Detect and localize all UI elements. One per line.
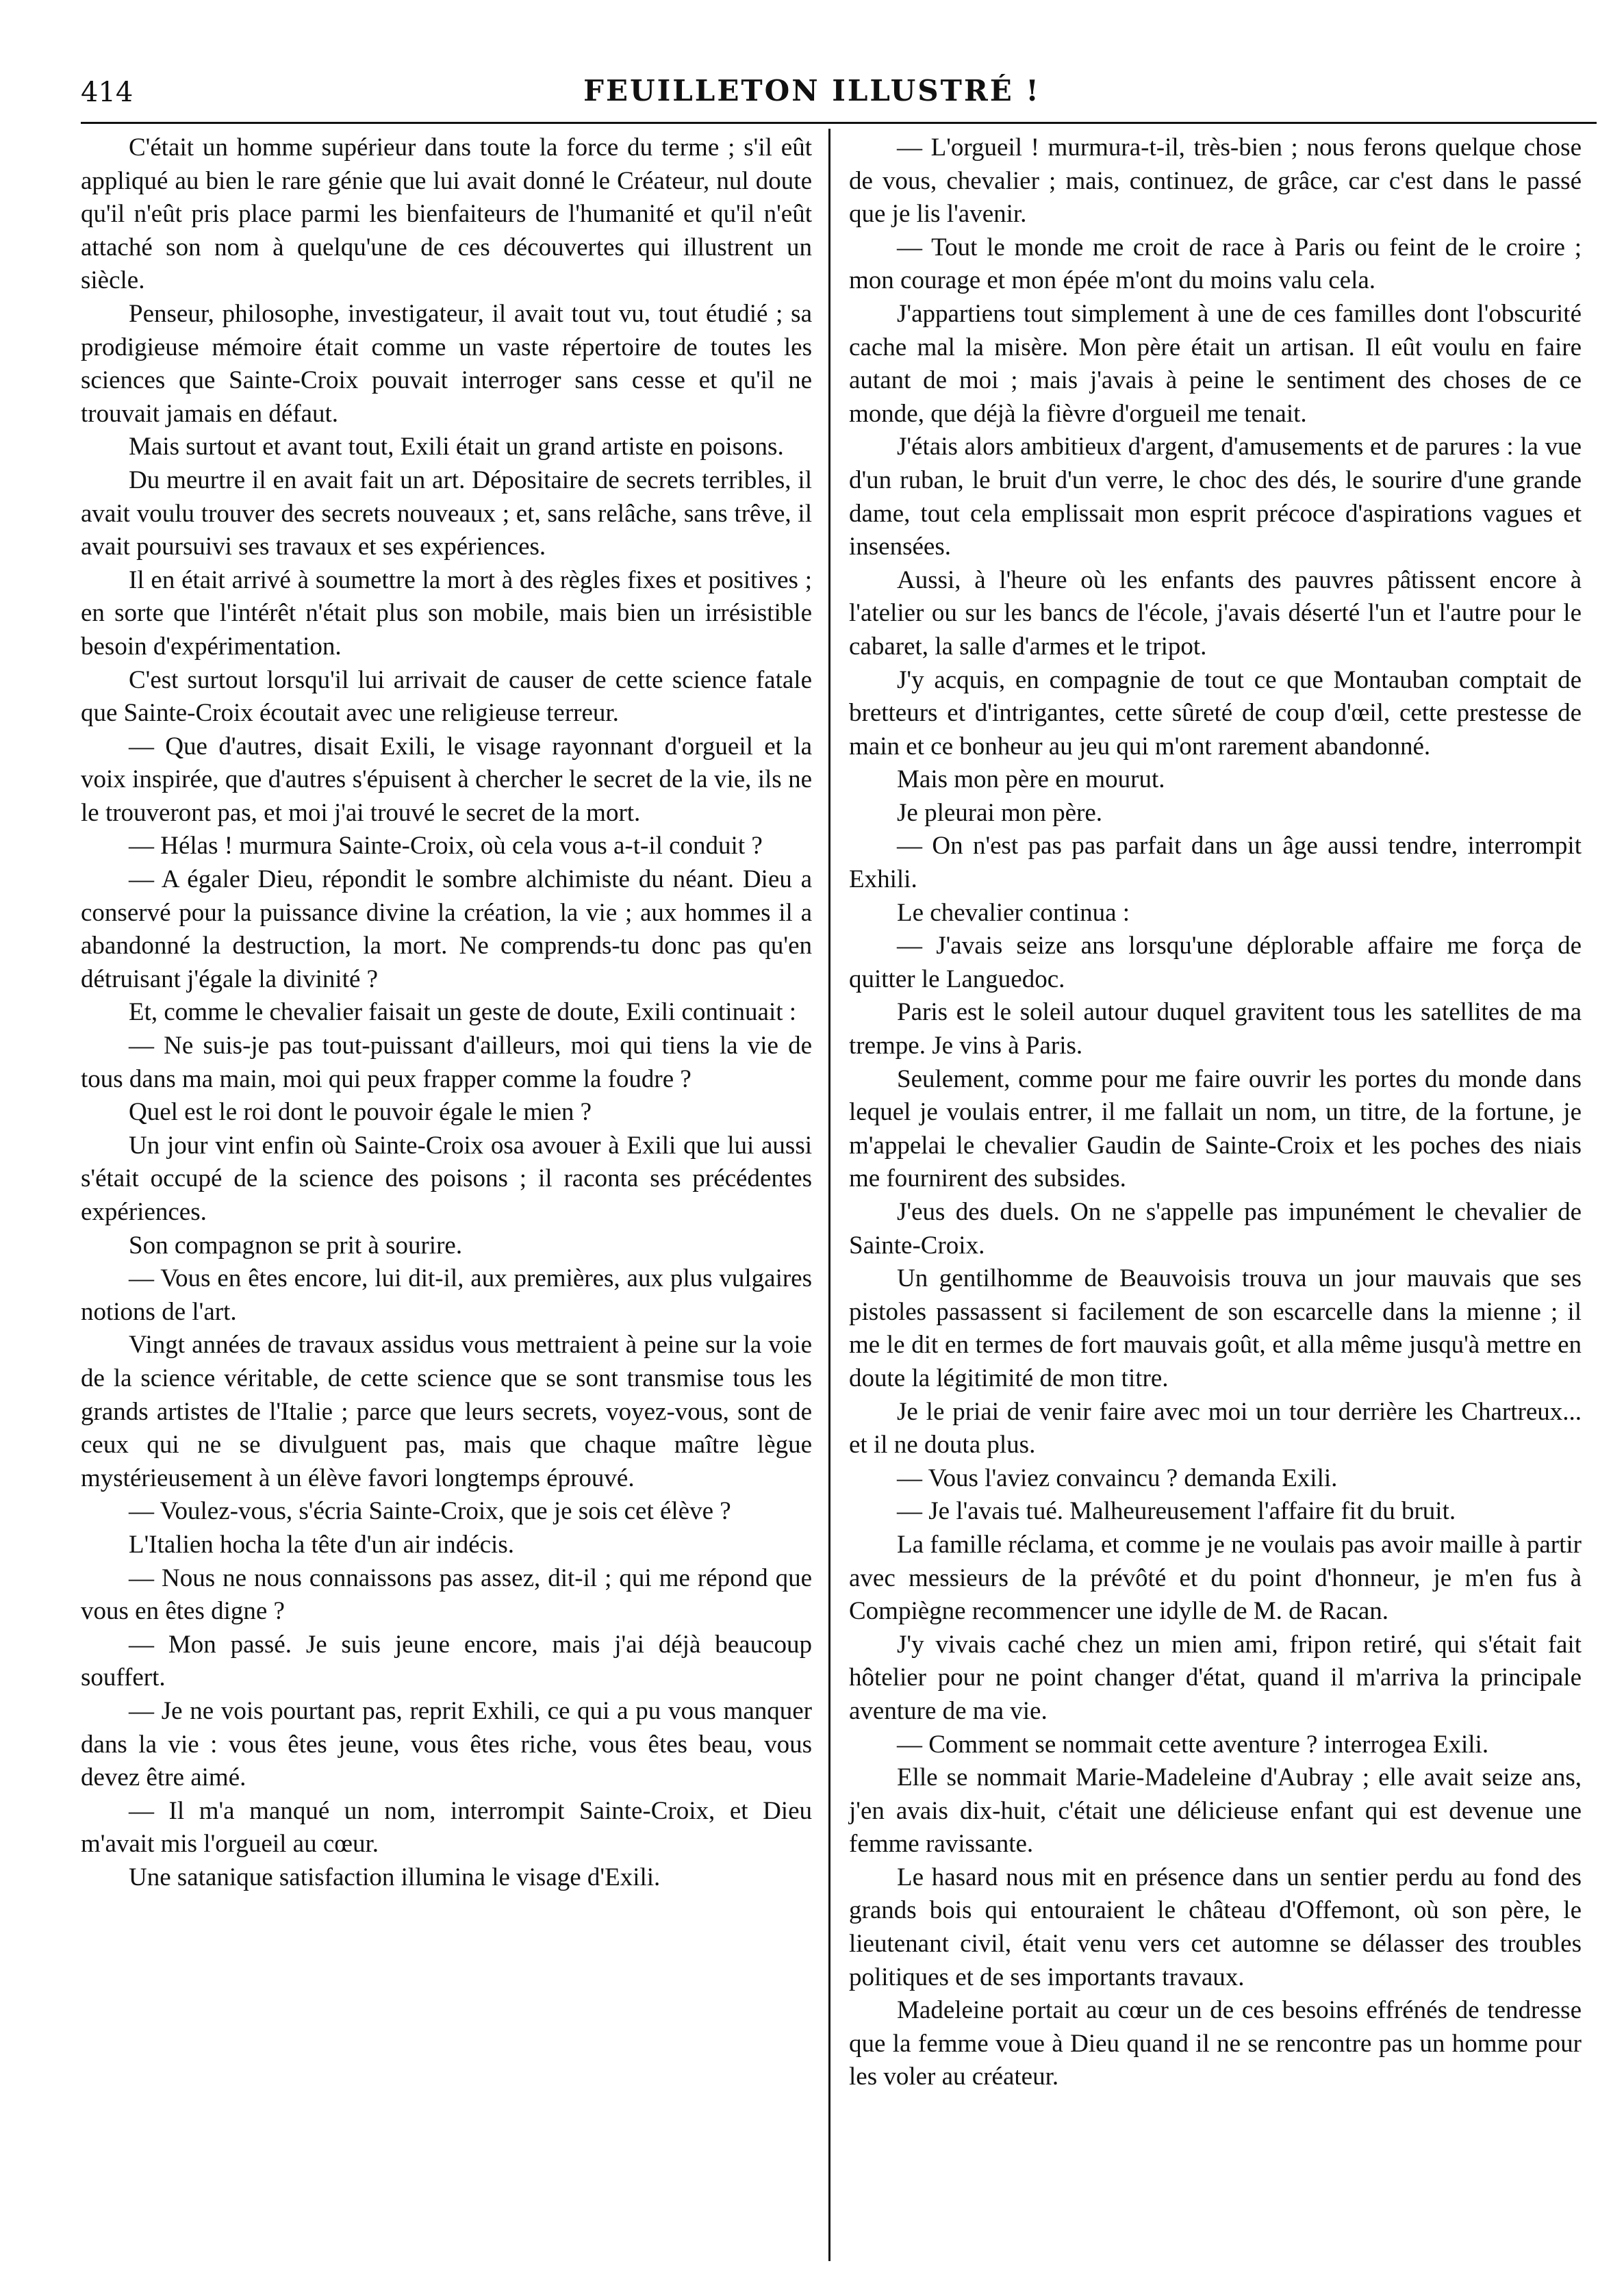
paragraph: — Comment se nommait cette aventure ? interrogea Exili. (897, 1730, 1489, 1759)
paragraph: Il en était arrivé à soumettre la mort à des règles fixes et positives ; en sorte que l'intérêt n'était plus son mobile, mais bien un irrésistible besoin d'expérimentation. (81, 565, 812, 661)
paragraph: Elle se nommait Marie-Madeleine d'Aubray ; elle avait seize ans, j'en avais dix-huit, c'était une délicieuse enfant qui est devenue une femme ravissante. (849, 1763, 1582, 1859)
paragraph: Mais mon père en mourut. (897, 765, 1165, 794)
paragraph: Paris est le soleil autour duquel gravitent tous les satellites de ma trempe. Je vins à Paris. (849, 998, 1582, 1060)
paragraph: — Que d'autres, disait Exili, le visage rayonnant d'orgueil et la voix inspirée, que d'autres s'épuisent à chercher le secret de la vie, ils ne le trouveront pas, et moi j'ai trouvé le secret de la mort. (81, 732, 812, 827)
paragraph: — L'orgueil ! murmura-t-il, très-bien ; nous ferons quelque chose de vous, chevalier ; mais, continuez, de grâce, car c'est dans le passé que je lis l'avenir. (849, 133, 1582, 229)
paragraph: C'est surtout lorsqu'il lui arrivait de causer de cette science fatale que Sainte-Croix écoutait avec une religieuse terreur. (81, 665, 812, 728)
running-head: FEUILLETON ILLUSTRÉ ! (583, 74, 1041, 107)
paragraph: — Vous l'aviez convaincu ? demanda Exili. (897, 1464, 1338, 1492)
paragraph: J'y vivais caché chez un mien ami, fripon retiré, qui s'était fait hôtelier pour ne point changer d'état, quand il m'arriva la principale aventure de ma vie. (849, 1630, 1582, 1725)
paragraph: — Je ne vois pourtant pas, reprit Exhili, ce qui a pu vous manquer dans la vie : vous êtes jeune, vous êtes riche, vous êtes beau, vous devez être aimé. (81, 1696, 812, 1792)
paragraph: J'y acquis, en compagnie de tout ce que Montauban comptait de bretteurs et d'intrigantes, cette sûreté de coup d'œil, cette prestesse de main et ce bonheur au jeu qui m'ont rarement abandonné. (849, 665, 1582, 761)
paragraph: Madeleine portait au cœur un de ces besoins effrénés de tendresse que la femme voue à Dieu quand il ne se rencontre pas un homme pour les voler au créateur. (849, 1996, 1582, 2091)
left-column (81, 131, 812, 1894)
paragraph: L'Italien hocha la tête d'un air indécis. (129, 1530, 514, 1559)
paragraph: — Mon passé. Je suis jeune encore, mais j'ai déjà beaucoup souffert. (81, 1630, 812, 1692)
paragraph: Seulement, comme pour me faire ouvrir les portes du monde dans lequel je voulais entrer, il me fallait un nom, un titre, de la fortune, je m'appelai le chevalier Gaudin de Sainte-Croix et les poches des niais me fournirent des subsides. (849, 1064, 1582, 1193)
paragraph: Je le priai de venir faire avec moi un tour derrière les Chartreux... et il ne douta plus. (849, 1397, 1582, 1459)
paragraph: — Voulez-vous, s'écria Sainte-Croix, que je sois cet élève ? (129, 1497, 731, 1526)
paragraph: Et, comme le chevalier faisait un geste de doute, Exili continuait : (129, 998, 797, 1027)
paragraph: La famille réclama, et comme je ne voulais pas avoir maille à partir avec messieurs de la prévôté et du point d'honneur, je m'en fus à Compiègne recommencer une idylle de M. de Racan. (849, 1530, 1582, 1626)
paragraph: Un gentilhomme de Beauvoisis trouva un jour mauvais que ses pistoles passassent si facilement de son escarcelle dans la mienne ; il me le dit en termes de fort mauvais goût, et alla même jusqu'à mettre en doute la légitimité de mon titre. (849, 1264, 1582, 1392)
paragraph: Son compagnon se prit à sourire. (129, 1231, 463, 1260)
paragraph: Mais surtout et avant tout, Exili était un grand artiste en poisons. (129, 433, 784, 461)
header-rule (81, 122, 1597, 124)
column-divider (828, 129, 830, 2261)
paragraph: J'étais alors ambitieux d'argent, d'amusements et de parures : la vue d'un ruban, le bruit d'un verre, le choc des dés, le sourire d'une grande dame, tout cela emplissait mon esprit précoce d'aspirations vagues et insensées. (849, 433, 1582, 561)
paragraph: Du meurtre il en avait fait un art. Dépositaire de secrets terribles, il avait voulu trouver des secrets nouveaux ; et, sans relâche, sans trêve, il avait poursuivi ses travaux et ses expériences. (81, 465, 812, 561)
paragraph: J'eus des duels. On ne s'appelle pas impunément le chevalier de Sainte-Croix. (849, 1198, 1582, 1260)
paragraph: — Ne suis-je pas tout-puissant d'ailleurs, moi qui tiens la vie de tous dans ma main, moi qui peux frapper comme la foudre ? (81, 1032, 812, 1093)
paragraph: — A égaler Dieu, répondit le sombre alchimiste du néant. Dieu a conservé pour la puissance divine la création, la vie ; aux hommes il a abandonné la destruction, la mort. Ne comprends-tu donc pas qu'en détruisant j'égale la divinité ? (81, 865, 812, 993)
paragraph: Quel est le roi dont le pouvoir égale le mien ? (129, 1098, 592, 1127)
paragraph: — Nous ne nous connaissons pas assez, dit-il ; qui me répond que vous en êtes digne ? (81, 1564, 812, 1626)
paragraph: Aussi, à l'heure où les enfants des pauvres pâtissent encore à l'atelier ou sur les bancs de l'école, j'avais déserté l'un et l'autre pour le cabaret, la salle d'armes et le tripot. (849, 565, 1582, 661)
page-number: 414 (81, 77, 134, 108)
paragraph: — Tout le monde me croit de race à Paris ou feint de le croire ; mon courage et mon épée m'ont du moins valu cela. (849, 233, 1582, 295)
paragraph: Un jour vint enfin où Sainte-Croix osa avouer à Exili que lui aussi s'était occupé de la science des poisons ; il raconta ses précédentes expériences. (81, 1131, 812, 1226)
paragraph: Une satanique satisfaction illumina le visage d'Exili. (129, 1863, 661, 1891)
paragraph: — On n'est pas pas parfait dans un âge aussi tendre, interrompit Exhili. (849, 832, 1582, 894)
paragraph: J'appartiens tout simplement à une de ces familles dont l'obscurité cache mal la misère. Mon père était un artisan. Il eût voulu en faire autant de moi ; mais j'avais à peine le sentiment des choses de ce monde, que déjà la fièvre d'orgueil me tenait. (849, 299, 1582, 428)
paragraph: — Il m'a manqué un nom, interrompit Sainte-Croix, et Dieu m'avait mis l'orgueil au cœur. (81, 1796, 812, 1859)
paragraph: Le chevalier continua : (897, 898, 1130, 927)
paragraph: C'était un homme supérieur dans toute la force du terme ; s'il eût appliqué au bien le rare génie que lui avait donné le Créateur, nul doute qu'il n'eût pris place parmi les bienfaiteurs de l'humanité et qu'il n'eût attaché son nom à quelqu'une de ces découvertes qui illustrent un siècle. (81, 133, 812, 295)
paragraph: — Hélas ! murmura Sainte-Croix, où cela vous a-t-il conduit ? (129, 832, 763, 860)
paragraph: Je pleurai mon père. (897, 798, 1102, 827)
right-column (849, 131, 1582, 2094)
paragraph: — Je l'avais tué. Malheureusement l'affaire fit du bruit. (897, 1497, 1456, 1526)
paragraph: Le hasard nous mit en présence dans un sentier perdu au fond des grands bois qui entouraient le château d'Offemont, où son père, le lieutenant civil, était venu vers cet automne se délasser des troubles politiques et de ses importants travaux. (849, 1863, 1582, 1991)
paragraph: Penseur, philosophe, investigateur, il avait tout vu, tout étudié ; sa prodigieuse mémoire était comme un vaste répertoire de toutes les sciences que Sainte-Croix pouvait interroger sans cesse et qu'il ne trouvait jamais en défaut. (81, 299, 812, 428)
paragraph: — Vous en êtes encore, lui dit-il, aux premières, aux plus vulgaires notions de l'art. (81, 1264, 812, 1326)
paragraph: — J'avais seize ans lorsqu'une déplorable affaire me força de quitter le Languedoc. (849, 932, 1582, 993)
paragraph: Vingt années de travaux assidus vous mettraient à peine sur la voie de la science véritable, de cette science que se sont transmise tous les grands artistes de l'Italie ; parce que leurs secrets, voyez-vous, sont de ceux qui ne se divulguent pas, mais que chaque maître lègue mystérieusement à un élève favori longtemps éprouvé. (81, 1331, 812, 1492)
